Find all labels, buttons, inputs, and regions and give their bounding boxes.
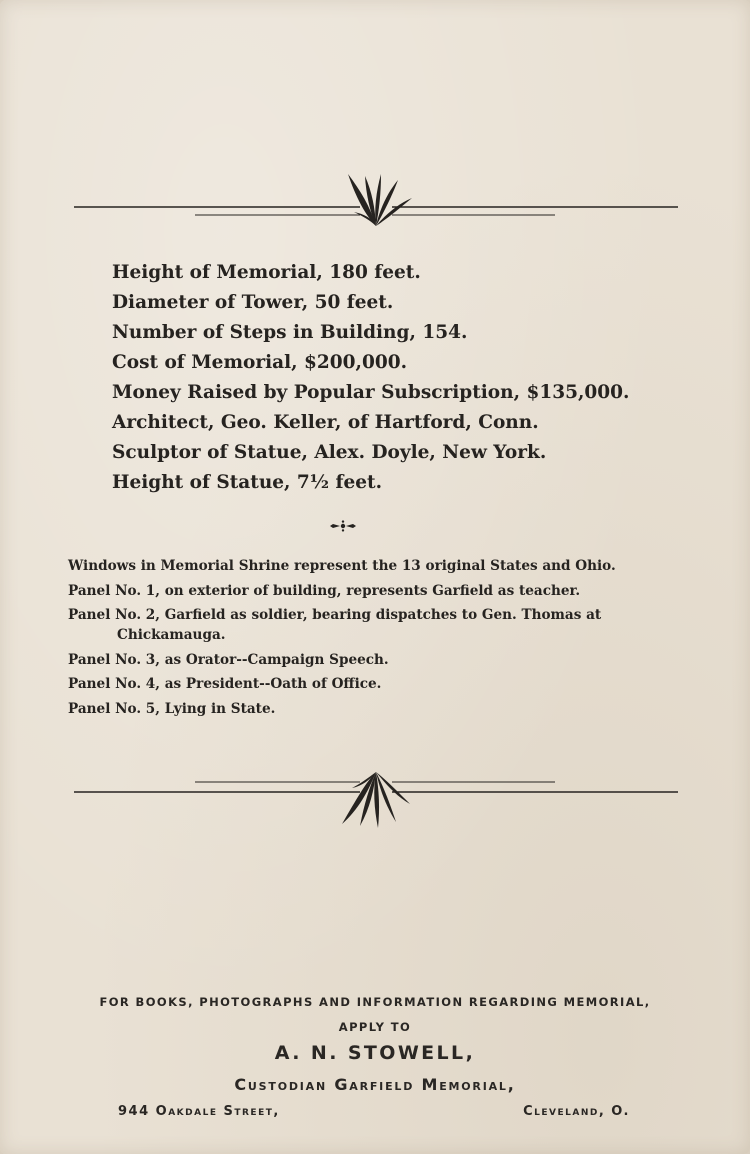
detail-panel-3 — [68, 650, 684, 670]
detail-text: Windows in Memorial Shrine represent the 13 original States and Ohio. — [68, 558, 616, 574]
detail-text: Panel No. 2, Garfield as soldier, bearing dispatches to Gen. Thomas at — [68, 607, 602, 623]
footer-city: Cleveland, O. — [523, 1104, 630, 1119]
detail-text: Panel No. 5, Lying in State. — [68, 700, 276, 717]
memorial-facts-list — [112, 258, 712, 498]
fact-tower-diameter: Diameter of Tower, 50 feet. — [112, 292, 394, 313]
detail-text: Panel No. 3, as Orator--Campaign Speech. — [68, 651, 389, 668]
fact-architect: Architect, Geo. Keller, of Hartford, Conn. — [112, 412, 539, 433]
footer-info-line: FOR BOOKS, PHOTOGRAPHS AND INFORMATION REGARDING MEMORIAL, — [99, 995, 651, 1009]
fact-money-raised: Money Raised by Popular Subscription, $135,000. — [112, 382, 630, 403]
fact-steps-count: Number of Steps in Building, 154. — [112, 322, 468, 343]
detail-panel-1 — [68, 581, 684, 601]
fleuron-icon — [328, 518, 358, 534]
top-ornament — [70, 168, 682, 238]
detail-continuation: Chickamauga. — [117, 627, 226, 643]
detail-windows — [68, 556, 684, 576]
fact-memorial-cost: Cost of Memorial, $200,000. — [112, 352, 408, 373]
footer-custodian-title: Custodian Garfield Memorial, — [234, 1075, 516, 1094]
fact-sculptor: Sculptor of Statue, Alex. Doyle, New York. — [112, 442, 547, 463]
detail-panel-2 — [68, 605, 684, 645]
detail-panel-4 — [68, 674, 684, 694]
fact-memorial-height: Height of Memorial, 180 feet. — [112, 262, 421, 283]
bottom-ornament — [70, 764, 682, 834]
detail-panel-5 — [68, 699, 684, 719]
footer-custodian-name: A. N. STOWELL, — [274, 1042, 476, 1064]
footer-street-address: 944 Oakdale Street, — [118, 1104, 280, 1119]
detail-text: Panel No. 1, on exterior of building, represents Garfield as teacher. — [68, 582, 581, 599]
detail-text: Panel No. 4, as President--Oath of Office. — [68, 676, 382, 692]
footer-apply-to: APPLY TO — [338, 1020, 412, 1034]
memorial-details-list — [68, 556, 684, 723]
fact-statue-height: Height of Statue, 7½ feet. — [112, 472, 383, 493]
